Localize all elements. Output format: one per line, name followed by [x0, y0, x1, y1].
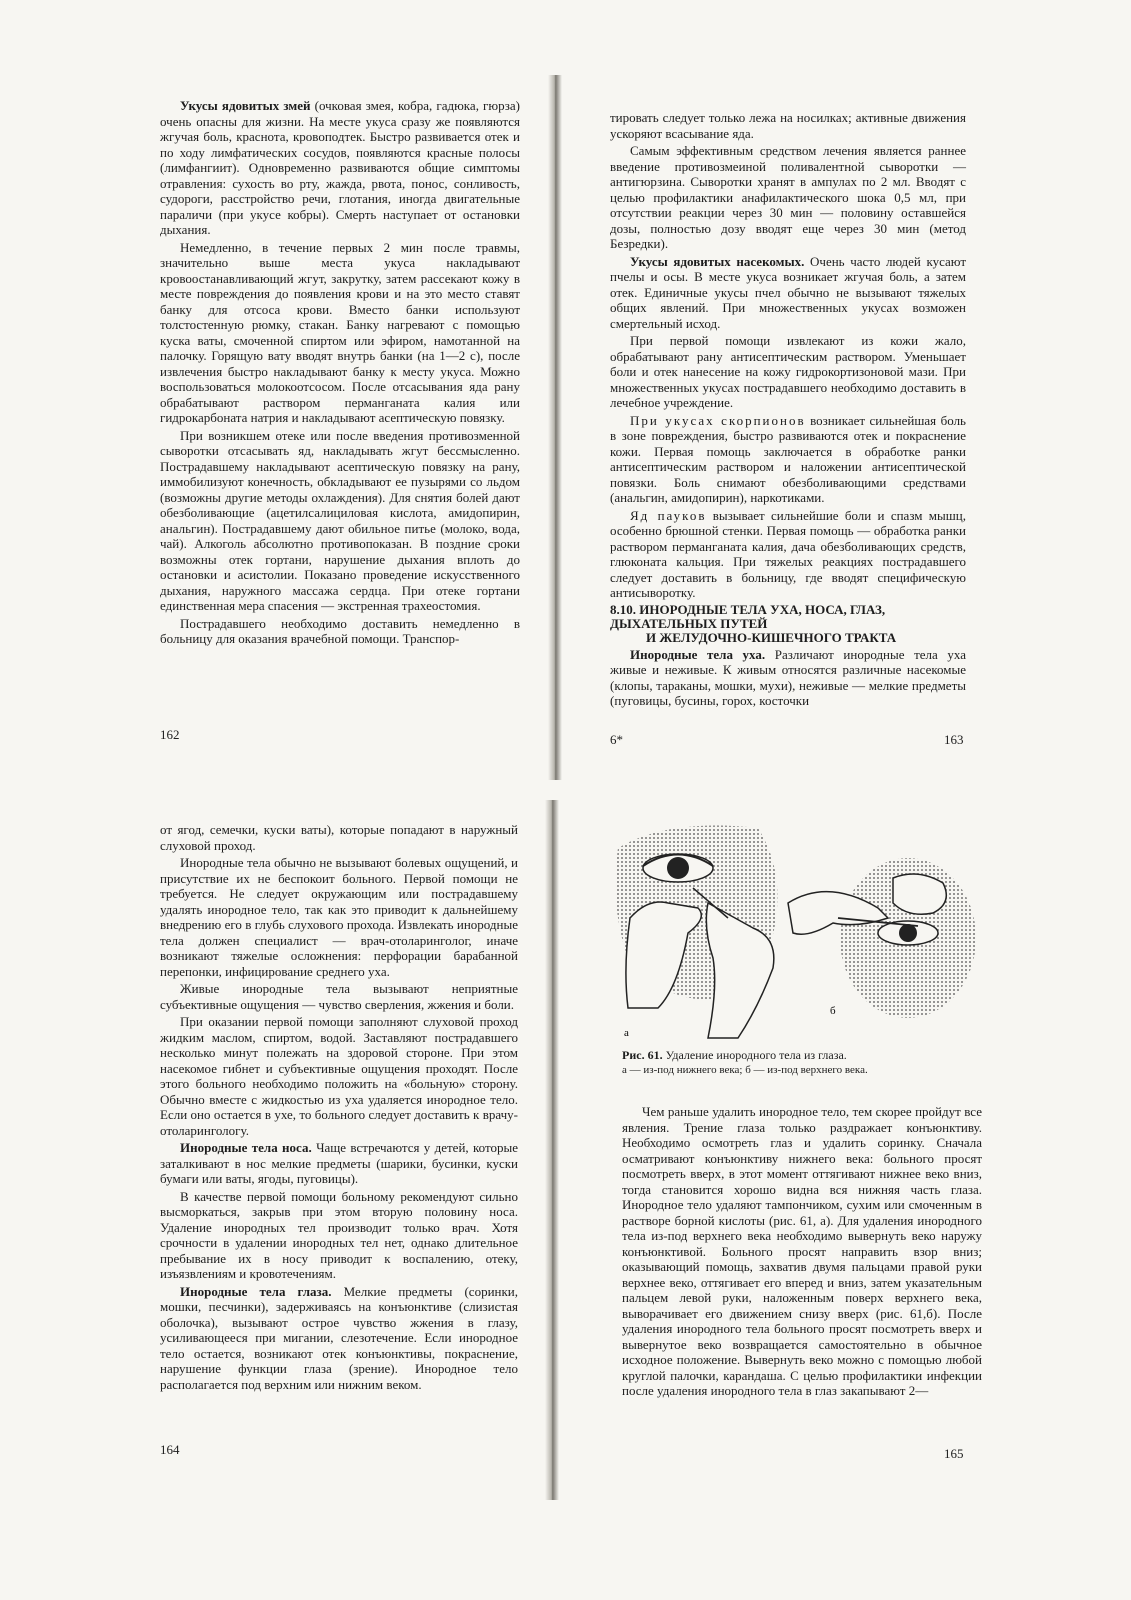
paragraph-text: Чаще встречаются у детей, которые заталкивают в нос мелкие предметы (шарики, бусинки, куски бумаги или ваты, ягоды, пуговицы). [160, 1140, 518, 1186]
paragraph-text: тировать следует только лежа на носилках; активные движения ускоряют всасывание яда. [610, 110, 966, 141]
paragraph [160, 428, 520, 614]
paragraph-lead: Укусы ядовитых насекомых. [630, 253, 805, 269]
page-number-163: 163 [944, 732, 964, 747]
paragraph [610, 413, 966, 506]
section-heading-line: И ЖЕЛУДОЧНО-КИШЕЧНОГО ТРАКТА [646, 629, 897, 645]
paragraph [160, 1014, 518, 1138]
signature-mark: 6* [610, 732, 623, 747]
paragraph [610, 254, 966, 332]
paragraph [160, 616, 520, 647]
caption-label: Рис. 61. [622, 1048, 663, 1062]
book-fold-bottom [545, 800, 559, 1500]
paragraph-text: (очковая змея, кобра, гадюка, гюрза) очень опасны для жизни. На месте укуса сразу же появляются жгучая боль, краснота, кровоподтек. Быстро развивается отек и по ходу лимфатических сосудов, появляются красные полосы (лимфангиит). Одновременно развиваются общие симптомы отравления: сухость во рту, жажда, рвота, понос, сонливость, судороги, расстройство речи, глотания, иногда двигательные параличи (при укусе кобры). Смерть наступает от остановки дыхания. [160, 98, 520, 237]
paragraph-text: Пострадавшего необходимо доставить немедленно в больницу для оказания врачебной помощи. Транспор- [160, 615, 520, 646]
eye-removal-illustration [608, 808, 978, 1048]
paragraph-spaced: При укусах скорпионов [630, 412, 806, 428]
paragraph-text: В качестве первой помощи больному рекомендуют сильно высморкаться, закрыв при этом вторую половину носа. Удаление инородных тел производит только врач. Хотя срочности в удалении инородных тел нет, однако длительное пребывание их в носу приводит к воспалению, отеку, изъязвлениям и кровотечениям. [160, 1188, 518, 1281]
paragraph [160, 1284, 518, 1393]
paragraph [160, 981, 518, 1012]
paragraph [160, 98, 520, 238]
paragraph [610, 110, 966, 141]
illustration-a [616, 826, 778, 1039]
paragraph-text: Различают инородные тела уха живые и неживые. К живым относятся различные насекомые (клопы, тараканы, мошки, мухи), неживые — мелкие предметы (пуговицы, бусины, горох, косточки [610, 646, 966, 708]
paragraph-text: Мелкие предметы (соринки, мошки, песчинки), задерживаясь на конъюнктиве (слизистая оболочка), вызывают острое чувство жжения в глазу, усиливающееся при мигании, слезотечение. Если инородное тело остается, возникают отек конъюнктивы, покраснение, нарушение функции глаза (зрение). Инородное тело располагается под верхним или нижним веком. [160, 1283, 519, 1392]
paragraph-text: При первой помощи извлекают из кожи жало, обрабатывают рану антисептическим раствором. Уменьшает боли и отек нанесение на кожу гидрокортизоновой мази. При множественных укусах пострадавшего необходимо доставить в лечебное учреждение. [610, 333, 966, 410]
paragraph [610, 143, 966, 252]
paragraph-lead: Инородные тела уха. [630, 646, 766, 662]
paragraph [610, 508, 966, 601]
paragraph-text: При возникшем отеке или после введения противозменной сыворотки отсасывать яд, накладывать жгут бессмысленно. Пострадавшему накладывают асептическую повязку на рану, иммобилизуют конечность, обкладывают ее пузырями со льдом (возможны другие методы охлаждения). Для снятия болей дают обезболивающие (ацетилсалициловая кислота, амидопирин, анальгин). Пострадавшему дают обильное питье (молоко, вода, чай). Алкоголь абсолютно противопоказан. В поздние сроки возможны отек гортани, нарушение дыхания вплоть до остановки и асистолии. Показано проведение искусственного дыхания, наружного массажа сердца. При отеке гортани единственная мера спасения — экстренная трахеостомия. [160, 427, 520, 613]
paragraph [610, 333, 966, 411]
caption-title: Удаление инородного тела из глаза. [662, 1048, 847, 1062]
paragraph [160, 1140, 518, 1187]
section-heading [610, 603, 966, 645]
paragraph-text: Самым эффективным средством лечения является раннее введение противозмеиной поливалентной сыворотки — антигюрзина. Сыворотки хранят в ампулах по 2 мл. Вводят с целью профилактики анафилактического шока 0,5 мл, при отсутствии реакции через 30 мин — половину оставшейся дозы, полностью дозу вводят еще через 30 мин (метод Безредки). [610, 143, 966, 251]
paragraph-text: от ягод, семечки, куски ваты), которые попадают в наружный слуховой проход. [160, 822, 518, 853]
page-162 [160, 98, 520, 647]
caption-legend: а — из-под нижнего века; б — из-под верхнего века. [622, 1064, 868, 1076]
book-fold-top [548, 75, 562, 780]
page-number-164: 164 [160, 1442, 180, 1457]
paragraph-text: Живые инородные тела вызывают неприятные субъективные ощущения — чувство сверления, жжения и боли. [160, 981, 518, 1012]
paragraph-spaced: Яд пауков [630, 507, 707, 523]
label-a: а [624, 1027, 629, 1039]
paragraph-text: Немедленно, в течение первых 2 мин после травмы, значительно выше места укуса накладывают кровоостанавливающий жгут, закрутку, затем рассекают кожу в месте повреждения до появления крови и на это место ставят банку для отсоса крови. Вместо банки используют толстостенную рюмку, стакан. Банку нагревают с помощью куска ваты, смоченной спиртом или эфиром, намотанной на палочку. Горящую вату вводят внутрь банки (на 1—2 с), после извлечения быстро накладывают банку к месту укуса. Можно воспользоваться молокоотсосом. После отсасывания яда рану обрабатывают раствором перманганата калия или гидрокарбоната натрия и накладывают асептическую повязку. [160, 239, 520, 425]
illustration-b [788, 858, 976, 1018]
paragraph [160, 822, 518, 853]
paragraph [160, 240, 520, 426]
paragraph-lead: Укусы ядовитых змей [180, 98, 311, 113]
paragraph [160, 1189, 518, 1282]
paragraph-text: Инородные тела обычно не вызывают болевых ощущений, и присутствие их не беспокоит больного. Первой помощи не требуется. Не следует окружающим или пострадавшему удалять инородное тело, так как это приводит к дальнейшему внедрению его в глубь слухового прохода. Извлекать инородные тела должен специалист — врач-отоларинголог, иначе возникают тяжелые осложнения: перфорации барабанной перепонки, инфицирование среднего уха. [160, 855, 518, 979]
paragraph-text: возникает сильнейшая боль в зоне повреждения, быстро развиваются отек и покраснение кожи. Первая помощь заключается в обработке ранки антисептическим раствором и наложении антисептической повязки. Боль снимают обезболивающими средствами (анальгин, амидопирин), наркотиками. [610, 412, 966, 505]
paragraph [610, 647, 966, 709]
section-heading-line: 8.10. ИНОРОДНЫЕ ТЕЛА УХА, НОСА, ГЛАЗ, ДЫХАТЕЛЬНЫХ ПУТЕЙ [610, 601, 886, 631]
paragraph-lead: Инородные тела глаза. [180, 1283, 332, 1299]
paragraph-text: При оказании первой помощи заполняют слуховой проход жидким маслом, спиртом, водой. Заставляют пострадавшего несколько минут полежать на здоровой стороне. При этом насекомое гибнет и субъективные ощущения проходят. После этого больного необходимо положить на «больную» сторону. Обычно вместе с жидкостью из уха удаляется инородное тело. Если оно остается в ухе, то больного следует доставить к врачу-отоларингологу. [160, 1014, 518, 1138]
page-number-165: 165 [944, 1446, 964, 1461]
paragraph-text: вызывает сильнейшие боли и спазм мышц, особенно брюшной стенки. Первая помощь — обработка ранки раствором перманганата калия, дача обезболивающих средств, глюконата кальция. При тяжелых реакциях пострадавшего следует доставить в больницу, где вводят специфическую антисыворотку. [610, 507, 966, 600]
page-165 [622, 1104, 982, 1399]
paragraph: Чем раньше удалить инородное тело, тем скорее пройдут все явления. Трение глаза только раздражает конъюнктиву. Необходимо осмотреть глаз и удалить соринку. Сначала осматривают конъюнктиву нижнего века: больного просят посмотреть вверх, в этот момент оттягивают нижнее веко вниз, тогда становится хорошо видна вся нижняя часть глаза. Инородное тело удаляют тампончиком, сухим или смоченным в растворе борной кислоты (рис. 61, а). Для удаления инородного тела из-под верхнего века необходимо вывернуть веко наружу конъюнктивой. Больного просят направить взор вниз; оказывающий помощь, захватив двумя пальцами правой руки верхнее веко, оттягивает его вперед и вниз, затем указательным пальцем левой руки, наложенным поверх верхнего века, выворачивает его движением снизу вверх (рис. 61,б). После удаления инородного тела больного просят посмотреть вверх и вывернутое веко возвращается самостоятельно в обычное исходное положение. Вывернуть веко можно с помощью любой круглой палочки, карандаша. С целью профилактики инфекции после удаления инородного тела в глаз закапывают 2— [622, 1104, 982, 1398]
paragraph-lead: Инородные тела носа. [180, 1140, 312, 1155]
paragraph-text: Очень часто людей кусают пчелы и осы. В месте укуса возникает жгучая боль, а затем отек. Единичные укусы пчел обычно не вызывают тяжелых общих явлений. При множественных укусах возможен смертельный исход. [610, 253, 966, 331]
page-164 [160, 822, 518, 1392]
page-number-162: 162 [160, 727, 180, 742]
label-b: б [830, 1005, 836, 1017]
paragraph [160, 855, 518, 979]
figure-caption [622, 1048, 982, 1078]
figure-61 [608, 808, 978, 1048]
page-163 [610, 110, 966, 709]
